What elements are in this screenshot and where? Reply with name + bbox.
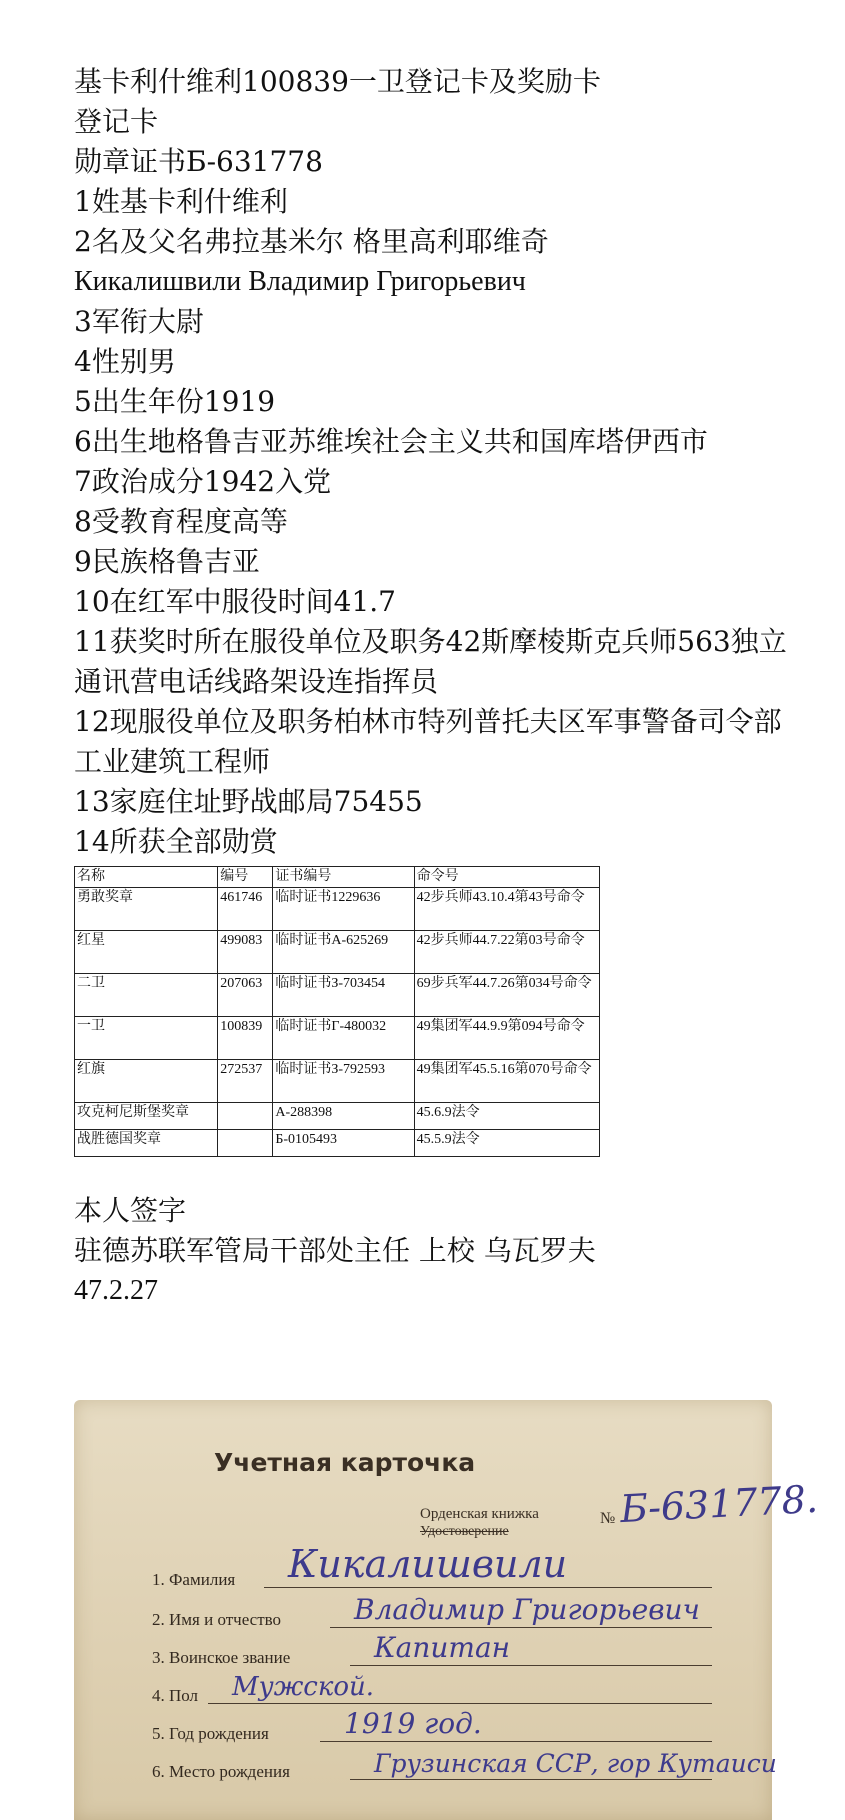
field-line: 9民族格鲁吉亚	[74, 545, 260, 578]
card-field	[152, 1542, 712, 1592]
card-field-underline	[320, 1741, 712, 1742]
field-line: 7政治成分1942入党	[74, 465, 332, 498]
card-field	[152, 1749, 777, 1784]
card-field	[152, 1631, 712, 1670]
field-line: 1姓基卡利什维利	[74, 185, 288, 218]
field-line: Кикалишвили Владимир Григорьевич	[74, 266, 526, 297]
table-cell: 69步兵军44.7.26第034号命令	[414, 974, 599, 1017]
table-cell: 攻克柯尼斯堡奖章	[75, 1103, 218, 1130]
table-cell: 勇敢奖章	[75, 888, 218, 931]
card-title: Учетная карточка	[214, 1448, 476, 1477]
table-cell: 49集团军44.9.9第094号命令	[414, 1017, 599, 1060]
card-field-handwritten-value: Мужской.	[232, 1672, 375, 1702]
card-field-label: 4. Пол	[152, 1686, 199, 1705]
table-cell: 一卫	[75, 1017, 218, 1060]
certificate-number: 勋章证书Б-631778	[74, 145, 323, 178]
table-row	[75, 1130, 600, 1157]
field-line: 14所获全部勋赏	[74, 825, 278, 858]
table-cell: 临时证书А-625269	[273, 931, 414, 974]
card-field-underline	[208, 1703, 712, 1704]
table-cell: 100839	[218, 1017, 273, 1060]
table-cell: 272537	[218, 1060, 273, 1103]
card-field	[152, 1674, 712, 1708]
card-field-label: 6. Место рождения	[152, 1762, 290, 1781]
card-field-underline	[350, 1779, 712, 1780]
header-order: 命令号	[414, 867, 599, 888]
document-subtitle: 登记卡	[74, 105, 159, 138]
scanned-registration-card	[74, 1400, 819, 1820]
table-cell: 45.5.9法令	[414, 1130, 599, 1157]
field-line: 5出生年份1919	[74, 385, 276, 418]
table-cell	[218, 1103, 273, 1130]
field-line: 13家庭住址野战邮局75455	[74, 785, 423, 818]
card-field-label: 1. Фамилия	[152, 1570, 236, 1589]
document-body	[74, 62, 794, 1311]
table-cell: 49集团军45.5.16第070号命令	[414, 1060, 599, 1103]
card-field-underline	[264, 1587, 712, 1588]
table-row	[75, 1017, 600, 1060]
card-field-underline	[350, 1665, 712, 1666]
card-field-handwritten-value: Грузинская ССР, гор Кутаиси	[374, 1749, 777, 1778]
table-row	[75, 1060, 600, 1103]
table-row	[75, 888, 600, 931]
card-field	[152, 1593, 712, 1632]
number-sign: №	[600, 1510, 616, 1527]
header-number: 编号	[218, 867, 273, 888]
table-cell: 461746	[218, 888, 273, 931]
document-title: 基卡利什维利100839一卫登记卡及奖励卡	[74, 65, 601, 98]
card-field-label: 3. Воинское звание	[152, 1648, 291, 1667]
awards-table	[74, 866, 600, 1157]
order-book-label: Орденская книжка	[420, 1506, 539, 1522]
signatory: 驻德苏联军管局干部处主任 上校 乌瓦罗夫	[74, 1234, 596, 1267]
table-cell: 42步兵师44.7.22第03号命令	[414, 931, 599, 974]
table-cell: 临时证书Г-480032	[273, 1017, 414, 1060]
field-line: 8受教育程度高等	[74, 505, 288, 538]
field-line: 6出生地格鲁吉亚苏维埃社会主义共和国库塔伊西市	[74, 425, 708, 458]
field-line: 10在红军中服役时间41.7	[74, 585, 396, 618]
card-field-label: 2. Имя и отчество	[152, 1610, 282, 1629]
table-cell: 临时证书1229636	[273, 888, 414, 931]
signature-block	[74, 1191, 794, 1311]
field-line: 12现服役单位及职务柏林市特列普托夫区军事警备司令部工业建筑工程师	[74, 705, 782, 778]
table-cell: 二卫	[75, 974, 218, 1017]
table-cell: 战胜德国奖章	[75, 1130, 218, 1157]
card-field-handwritten-value: Владимир Григорьевич	[354, 1593, 700, 1626]
table-cell: 红旗	[75, 1060, 218, 1103]
certificate-label: Удостоверение	[420, 1524, 509, 1539]
table-cell	[218, 1130, 273, 1157]
signature-date: 47.2.27	[74, 1275, 158, 1306]
card-field-handwritten-value: 1919 год.	[344, 1707, 482, 1740]
field-line: 11获奖时所在服役单位及职务42斯摩棱斯克兵师563独立通讯营电话线路架设连指挥员	[74, 625, 787, 698]
field-line: 3军衔大尉	[74, 305, 204, 338]
table-cell: Б-0105493	[273, 1130, 414, 1157]
header-certificate: 证书编号	[273, 867, 414, 888]
table-cell: 499083	[218, 931, 273, 974]
table-row	[75, 974, 600, 1017]
signature-label: 本人签字	[74, 1194, 187, 1227]
card-field-handwritten-value: Кикалишвили	[288, 1542, 568, 1586]
table-cell: 42步兵师43.10.4第43号命令	[414, 888, 599, 931]
table-cell: 临时证书З-792593	[273, 1060, 414, 1103]
card-field-underline	[330, 1627, 712, 1628]
table-cell: 45.6.9法令	[414, 1103, 599, 1130]
field-line: 4性别男	[74, 345, 176, 378]
awards-table-header	[75, 867, 600, 888]
header-name: 名称	[75, 867, 218, 888]
card-field-handwritten-value: Капитан	[374, 1631, 511, 1664]
table-cell: 临时证书З-703454	[273, 974, 414, 1017]
book-number-handwritten: Б-631778.	[618, 1476, 819, 1532]
table-cell: 红星	[75, 931, 218, 974]
table-row	[75, 931, 600, 974]
table-cell: А-288398	[273, 1103, 414, 1130]
registration-fields	[74, 182, 794, 862]
table-row	[75, 1103, 600, 1130]
field-line: 2名及父名弗拉基米尔 格里高利耶维奇	[74, 225, 549, 258]
card-field-label: 5. Год рождения	[152, 1724, 269, 1743]
card-field	[152, 1707, 712, 1746]
table-cell: 207063	[218, 974, 273, 1017]
